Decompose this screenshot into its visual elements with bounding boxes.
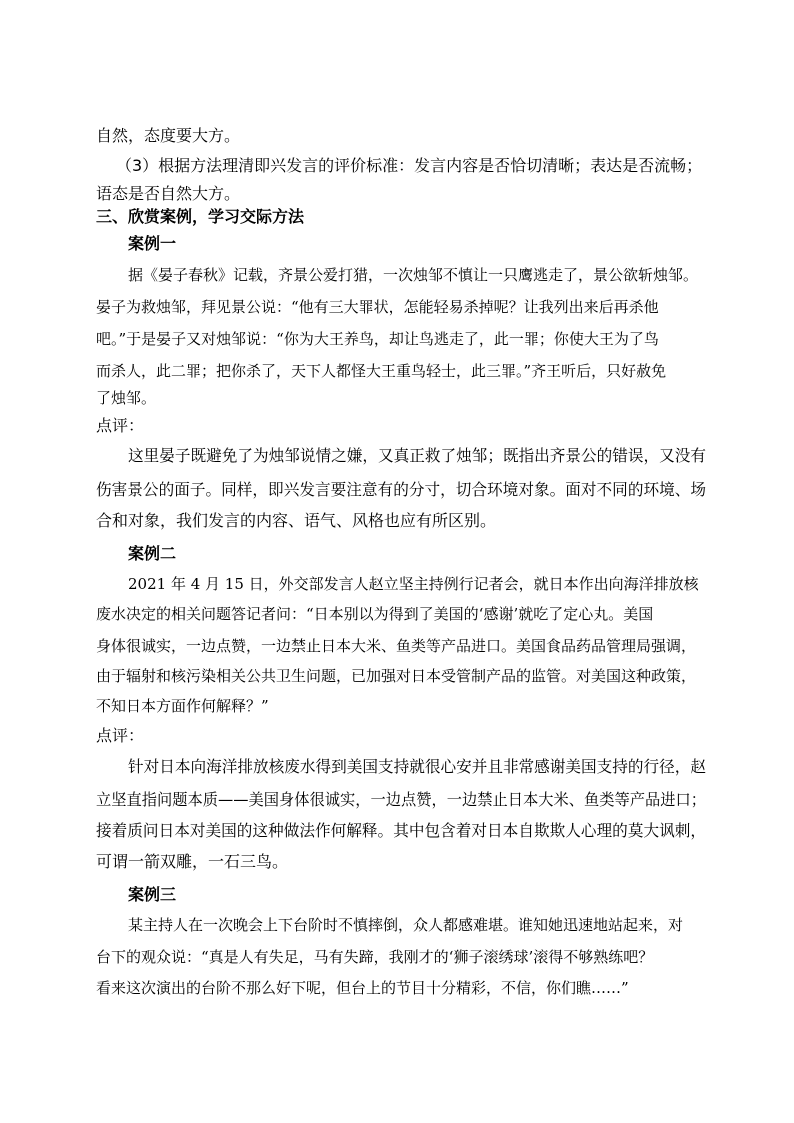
case1-story-line: 而杀人，此二罪；把你杀了，天下人都怪大王重鸟轻士，此三罪。”齐王听后，只好赦免 bbox=[96, 362, 667, 380]
case1-comment-line: 这里晏子既避免了为烛邹说情之嫌，又真正救了烛邹；既指出齐景公的错误，又没有 bbox=[128, 446, 707, 465]
case3-story-line: 某主持人在一次晚会上下台阶时不慎摔倒，众人都感难堪。谁知她迅速地站起来，对 bbox=[128, 916, 684, 934]
case1-story-line: 吧。”于是晏子又对烛邹说：“你为大王养鸟，却让鸟逃走了，此一罪；你使大王为了鸟 bbox=[96, 330, 659, 348]
case1-story-line: 了烛邹。 bbox=[96, 389, 157, 407]
case2-comment-line: 可谓一箭双雕，一石三鸟。 bbox=[96, 852, 289, 871]
case3-story-line: 台下的观众说：“真是人有失足，马有失蹄，我刚才的‘狮子滚绣球’滚得不够熟练吧？ bbox=[96, 948, 654, 966]
case2-comment-label: 点评： bbox=[96, 726, 145, 745]
case1-comment-label: 点评： bbox=[96, 416, 145, 435]
case1-story-line: 据《晏子春秋》记载，齐景公爱打猎，一次烛邹不慎让一只鹰逃走了，景公欲斩烛邹。 bbox=[128, 266, 699, 284]
intro-line: 语态是否自然大方。 bbox=[96, 184, 241, 203]
case2-title: 案例二 bbox=[128, 544, 177, 563]
case1-comment-line: 伤害景公的面子。同样，即兴发言要注意有的分寸，切合环境对象。面对不同的环境、场 bbox=[96, 480, 707, 499]
case2-story-line: 2021 年 4 月 15 日，外交部发言人赵立坚主持例行记者会，就日本作出向海洋排放核 bbox=[128, 575, 699, 593]
case1-story-line: 晏子为救烛邹，拜见景公说：“他有三大罪状，怎能轻易杀掉呢？让我列出来后再杀他 bbox=[96, 298, 659, 316]
case2-story-line: 废水决定的相关问题答记者问：“日本别以为得到了美国的‘感谢’就吃了定心丸。美国 bbox=[96, 605, 654, 623]
case3-title: 案例三 bbox=[128, 885, 177, 904]
case1-title: 案例一 bbox=[128, 234, 177, 253]
case2-story-line: 由于辐射和核污染相关公共卫生问题，已加强对日本受管制产品的监管。对美国这种政策， bbox=[96, 667, 697, 685]
case2-comment-line: 接着质问日本对美国的这种做法作何解释。其中包含着对日本自欺欺人心理的莫大讽刺， bbox=[96, 821, 707, 840]
case2-story-line: 身体很诚实，一边点赞，一边禁止日本大米、鱼类等产品进口。美国食品药品管理局强调， bbox=[96, 637, 697, 655]
intro-line: 自然，态度要大方。 bbox=[96, 126, 241, 145]
case1-comment-line: 合和对象，我们发言的内容、语气、风格也应有所区别。 bbox=[96, 511, 497, 530]
case3-story-line: 看来这次演出的台阶不那么好下呢，但台上的节目十分精彩，不信，你们瞧……” bbox=[96, 979, 629, 997]
case2-story-line: 不知日本方面作何解释？” bbox=[96, 697, 269, 715]
section-heading: 三、欣赏案例，学习交际方法 bbox=[96, 207, 305, 226]
case2-comment-line: 针对日本向海洋排放核废水得到美国支持就很心安并且非常感谢美国支持的行径，赵 bbox=[128, 757, 707, 776]
intro-line: （3）根据方法理清即兴发言的评价标准：发言内容是否恰切清晰；表达是否流畅； bbox=[116, 156, 703, 175]
case2-comment-line: 立坚直指问题本质——美国身体很诚实，一边点赞，一边禁止日本大米、鱼类等产品进口； bbox=[96, 790, 706, 809]
